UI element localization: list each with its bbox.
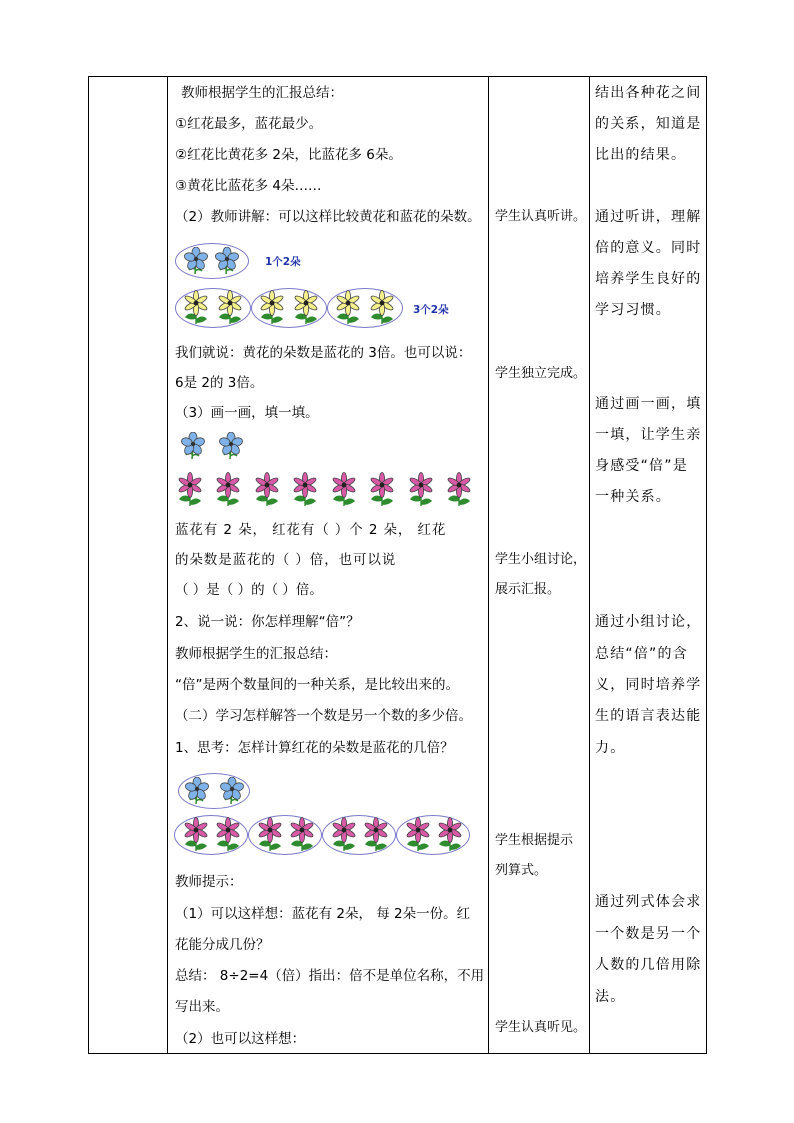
pink-flower-icon: [407, 472, 435, 508]
main-text-line: 2、说一说：你怎样理解“倍”？: [175, 614, 360, 630]
main-text-line: （1）可以这样想：蓝花有 2朵， 每 2朵一份。红: [175, 906, 471, 922]
intent-line: 比出的结果。: [595, 147, 687, 163]
intent-line: 一种关系。: [595, 489, 671, 505]
main-text-line: “倍”是两个数量间的一种关系，是比较出来的。: [175, 677, 459, 693]
student-activity-line: 展示汇报。: [495, 582, 561, 597]
blue-flower-icon: [219, 777, 245, 805]
intent-line: 通过小组讨论，: [595, 614, 702, 630]
pink-flower-icon: [253, 472, 281, 508]
blue-flower-icon: [214, 247, 240, 275]
intent-line: 义，同时培养学: [595, 677, 702, 693]
group-label-one: 1个2朵: [265, 256, 301, 268]
main-text-line: 花能分成几份？: [175, 937, 270, 953]
intent-line: 身感受“倍”是: [595, 458, 688, 474]
blue-flower-icon: [184, 777, 210, 805]
main-text-line: ②红花比黄花多 2朵，比蓝花多 6朵。: [175, 147, 402, 163]
intent-line: 一填，让学生亲: [595, 427, 702, 443]
pink-flower-icon: [330, 817, 358, 853]
student-activity-line: 学生认真听讲。: [495, 209, 587, 224]
student-activity-line: 学生根据提示: [495, 833, 574, 848]
main-text-line: （3）画一画，填一填。: [175, 405, 319, 421]
intent-line: 生的语言表达能: [595, 708, 702, 724]
main-text-line: 教师根据学生的汇报总结：: [175, 646, 337, 662]
intent-line: 一个数是另一个: [595, 926, 702, 942]
intent-line: 力。: [595, 740, 626, 756]
pink-flower-icon: [182, 817, 210, 853]
yellow-flower-icon: [182, 290, 210, 326]
blue-flower-icon: [183, 247, 209, 275]
student-activity-line: 学生认真听见。: [495, 1020, 587, 1035]
main-text-line: 1、思考：怎样计算红花的朵数是蓝花的几倍？: [175, 740, 454, 756]
main-text-line: （2）教师讲解：可以这样比较黄花和蓝花的朵数。: [175, 209, 481, 225]
yellow-flower-icon: [292, 290, 320, 326]
main-text-line: 的朵数是蓝花的（ ）倍，也可以说: [175, 552, 397, 568]
main-text-line: ③黄花比蓝花多 4朵……: [175, 178, 322, 194]
main-text-line: 教师提示：: [175, 874, 243, 890]
main-text-line: （ ）是（ ）的（ ）倍。: [175, 582, 323, 598]
intent-line: 法。: [595, 989, 626, 1005]
column-divider-3: [589, 77, 590, 1053]
intent-line: 结出各种花之间: [595, 85, 702, 101]
pink-flower-icon: [291, 472, 319, 508]
pink-flower-icon: [288, 817, 316, 853]
student-activity-line: 列算式。: [495, 863, 548, 878]
yellow-flower-icon: [258, 290, 286, 326]
pink-flower-icon: [368, 472, 396, 508]
pink-flower-icon: [214, 472, 242, 508]
pink-flower-icon: [445, 472, 473, 508]
column-divider-2: [488, 77, 489, 1053]
intent-line: 总结“倍”的含: [595, 646, 688, 662]
pink-flower-icon: [362, 817, 390, 853]
main-text-line: 写出来。: [175, 999, 229, 1015]
intent-line: 通过听讲，理解: [595, 209, 702, 225]
main-text-line: 我们就说：黄花的朵数是蓝花的 3倍。也可以说：: [175, 345, 472, 361]
intent-line: 学习习惯。: [595, 302, 671, 318]
pink-flower-icon: [214, 817, 242, 853]
main-text-line: ①红花最多，蓝花最少。: [175, 116, 323, 132]
main-text-line: （二）学习怎样解答一个数是另一个数的多少倍。: [175, 708, 472, 724]
pink-flower-icon: [176, 472, 204, 508]
main-text-line: 蓝花有 2 朵， 红花有（ ）个 2 朵， 红花: [175, 522, 447, 538]
intent-line: 通过画一画，填: [595, 396, 702, 412]
student-activity-line: 学生小组讨论，: [495, 552, 587, 567]
pink-flower-icon: [436, 817, 464, 853]
pink-flower-icon: [256, 817, 284, 853]
intent-line: 通过列式体会求: [595, 894, 702, 910]
yellow-flower-icon: [334, 290, 362, 326]
blue-flower-icon: [218, 432, 244, 460]
intent-line: 倍的意义。同时: [595, 240, 702, 256]
intent-line: 培养学生良好的: [595, 271, 702, 287]
main-text-line: 6是 2的 3倍。: [175, 375, 264, 391]
yellow-flower-icon: [216, 290, 244, 326]
pink-flower-icon: [404, 817, 432, 853]
yellow-flower-icon: [368, 290, 396, 326]
blue-flower-icon: [180, 432, 206, 460]
group-label-three: 3个2朵: [413, 304, 449, 316]
student-activity-line: 学生独立完成。: [495, 366, 587, 381]
main-text-line: 总结： 8÷2=4（倍）指出：倍不是单位名称，不用: [175, 968, 485, 984]
column-divider-1: [167, 77, 168, 1053]
main-text-line: （2）也可以这样想：: [175, 1031, 306, 1047]
pink-flower-icon: [330, 472, 358, 508]
intent-line: 的关系，知道是: [595, 116, 702, 132]
main-text-line: 教师根据学生的汇报总结：: [181, 85, 343, 101]
intent-line: 人数的几倍用除: [595, 957, 702, 973]
